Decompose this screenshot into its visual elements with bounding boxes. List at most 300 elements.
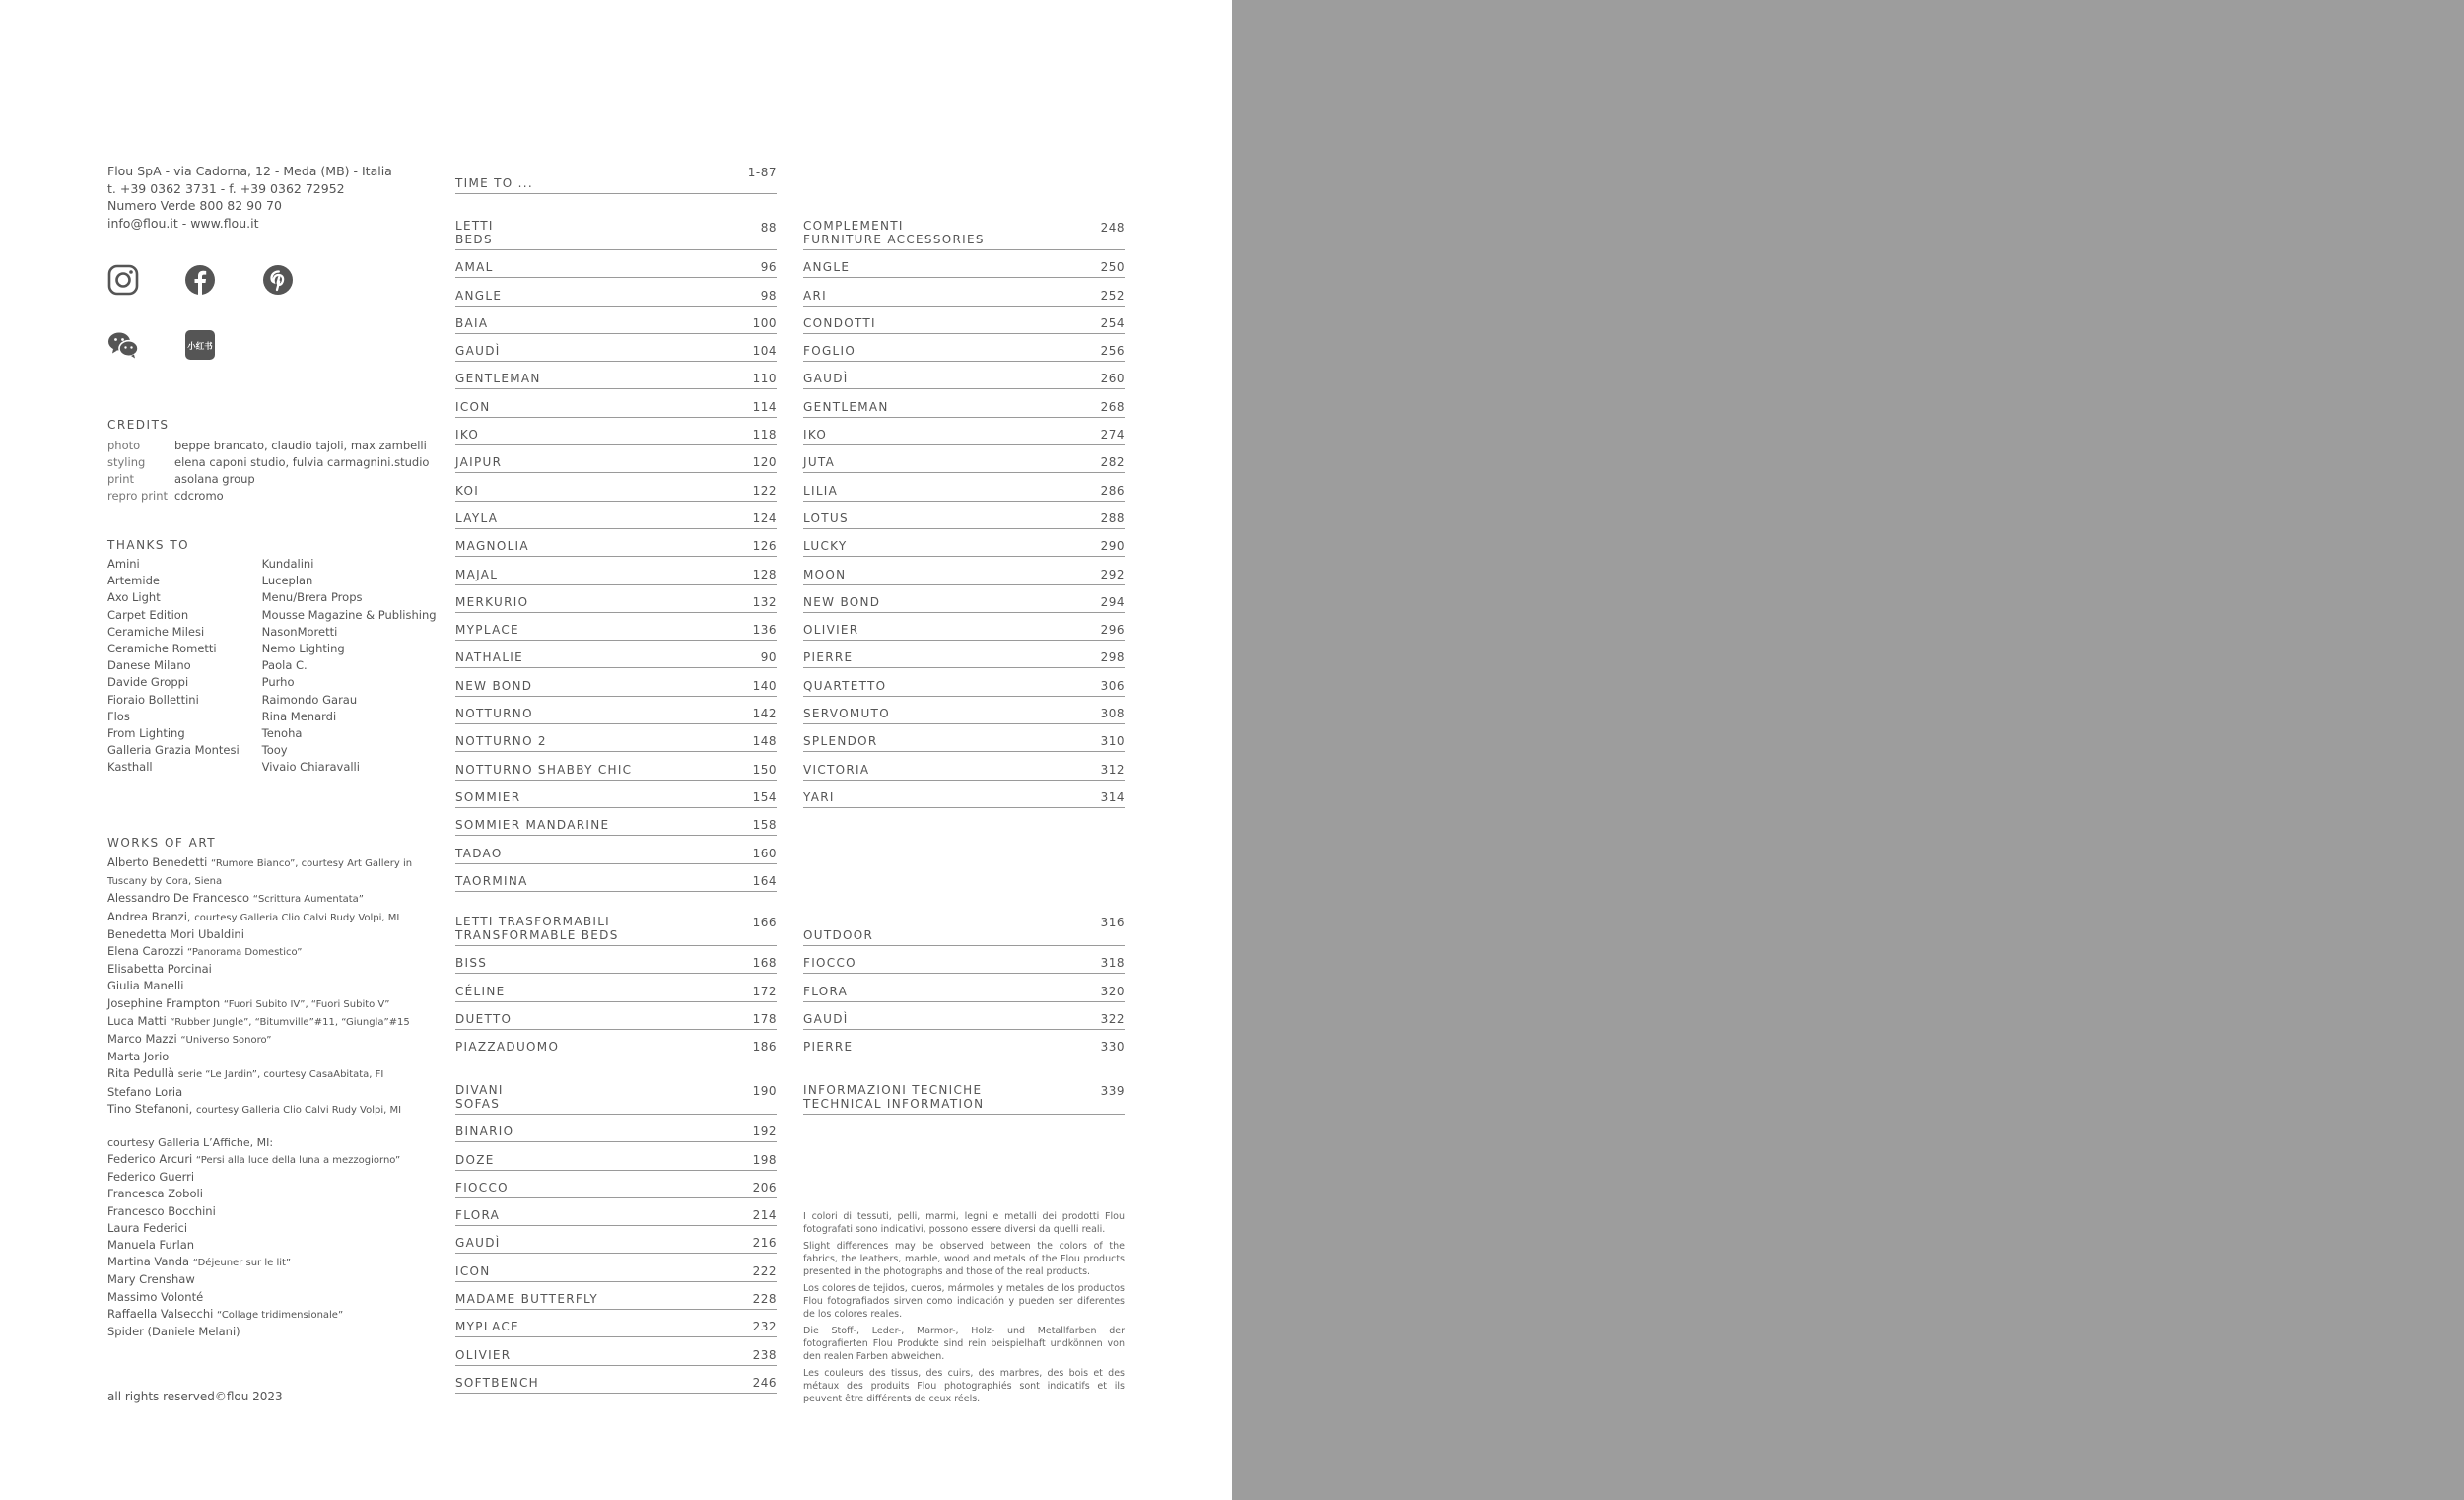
toc-label: YARI xyxy=(803,789,835,804)
thanks-column-1 xyxy=(107,556,262,777)
artwork-credit xyxy=(107,1031,433,1049)
artwork-credit xyxy=(107,1186,433,1202)
toc-page-number: 120 xyxy=(752,455,777,470)
toc-label: GAUDÌ xyxy=(455,344,501,359)
thanks-name: Paola C. xyxy=(261,658,308,673)
toc-page-number: 104 xyxy=(752,344,777,359)
disclaimer-paragraph: Los colores de tejidos, cueros, mármoles y metales de los productos Flou fotografiados sirven como indicación y pueden ser diferentes de los colores reales. xyxy=(803,1283,1125,1320)
artwork-credit xyxy=(107,909,433,926)
toc-entry xyxy=(455,613,777,641)
toc-label: TADAO xyxy=(455,846,503,860)
toc-page-number: 292 xyxy=(1100,567,1125,581)
toc-label: INFORMAZIONI TECNICHE TECHNICAL INFORMATION xyxy=(803,1083,985,1111)
toc-entry xyxy=(455,641,777,668)
artist-name: Laura Federici xyxy=(107,1220,188,1235)
toc-label: ICON xyxy=(455,1263,491,1278)
thanks-name: Flos xyxy=(107,709,130,723)
toc-entry xyxy=(455,473,777,501)
toc-label: LOTUS xyxy=(803,511,849,525)
toc-entry xyxy=(803,529,1125,557)
toc-entry xyxy=(455,390,777,418)
toc-page-number: 98 xyxy=(760,288,777,303)
credit-value: asolana group xyxy=(174,472,255,486)
artist-name: Elena Carozzi xyxy=(107,944,184,959)
toc-page-number: 288 xyxy=(1100,511,1125,525)
works-list-courtesy xyxy=(107,1151,433,1340)
artist-name: Rita Pedullà xyxy=(107,1066,175,1081)
toc-entry xyxy=(455,307,777,334)
contact-line: Numero Verde 800 82 90 70 xyxy=(107,198,282,213)
toc-page-number: 314 xyxy=(1100,789,1125,804)
toc-entry xyxy=(455,1171,777,1198)
toc-entry xyxy=(455,1337,777,1365)
toc-label: SOMMIER xyxy=(455,789,521,804)
toc-label: GAUDÌ xyxy=(803,372,849,386)
artwork-note: “Rubber Jungle”, “Bitumville”#11, “Giungla”#15 xyxy=(170,1016,410,1028)
toc-entry xyxy=(455,974,777,1001)
contact-block xyxy=(107,163,443,232)
toc-entry xyxy=(803,697,1125,724)
credit-role: styling xyxy=(107,455,146,469)
toc-label: DOZE xyxy=(455,1152,495,1167)
toc-page-number: 254 xyxy=(1100,315,1125,330)
artwork-note: “Persi alla luce della luna a mezzogiorno” xyxy=(195,1155,401,1167)
toc-entry xyxy=(803,1030,1125,1057)
thanks-name: Mousse Magazine & Publishing xyxy=(261,607,437,622)
toc-page-number: 186 xyxy=(752,1040,777,1055)
thanks-name: Galleria Grazia Montesi xyxy=(107,743,240,758)
artwork-credit xyxy=(107,1065,433,1083)
toc-label: OLIVIER xyxy=(455,1347,512,1362)
credit-row xyxy=(107,454,443,471)
toc-page-number: 246 xyxy=(752,1375,777,1390)
toc-page-number: 318 xyxy=(1100,956,1125,971)
toc-page-number: 339 xyxy=(1100,1084,1125,1098)
toc-label: QUARTETTO xyxy=(803,678,887,693)
toc-label: SOMMIER MANDARINE xyxy=(455,818,610,833)
toc-entry xyxy=(803,1002,1125,1030)
artwork-credit xyxy=(107,1151,433,1169)
toc-page-number: 268 xyxy=(1100,399,1125,414)
toc-page-number: 316 xyxy=(1100,916,1125,929)
toc-label: BINARIO xyxy=(455,1125,514,1139)
toc-label: FOGLIO xyxy=(803,344,856,359)
artist-name: Tino Stefanoni, xyxy=(107,1101,193,1116)
thanks-name: Luceplan xyxy=(261,574,313,588)
toc-label: MOON xyxy=(803,567,847,581)
toc-label: CÉLINE xyxy=(455,984,506,998)
toc-label: LILIA xyxy=(803,483,839,498)
thanks-name: Nemo Lighting xyxy=(261,642,345,656)
toc-label: IKO xyxy=(455,428,480,443)
toc-entry xyxy=(455,1142,777,1170)
toc-entry xyxy=(803,390,1125,418)
artwork-credit xyxy=(107,1220,433,1237)
toc-page-number: 140 xyxy=(752,678,777,693)
copyright-text: all rights reserved©flou 2023 xyxy=(107,1390,283,1403)
toc-label: ANGLE xyxy=(455,288,503,303)
toc-entry xyxy=(803,752,1125,780)
thanks-heading: THANKS TO xyxy=(107,538,190,552)
toc-section xyxy=(455,912,777,946)
toc-label: DIVANI SOFAS xyxy=(455,1083,504,1111)
toc-entry xyxy=(455,1030,777,1057)
toc-page-number: 232 xyxy=(752,1320,777,1334)
toc-page-number: 90 xyxy=(760,650,777,665)
toc-label: BAIA xyxy=(455,315,489,330)
toc-entry xyxy=(803,724,1125,752)
toc-page-number: 286 xyxy=(1100,483,1125,498)
artwork-credit xyxy=(107,1306,433,1324)
contact-line: Flou SpA - via Cadorna, 12 - Meda (MB) - Italia xyxy=(107,164,392,178)
xiaohongshu-icon[interactable] xyxy=(184,329,216,361)
toc-entry xyxy=(803,250,1125,278)
toc-entry xyxy=(455,808,777,836)
artist-name: Elisabetta Porcinai xyxy=(107,962,212,977)
toc-page-number: 298 xyxy=(1100,650,1125,665)
toc-section xyxy=(803,912,1125,946)
thanks-name: Ceramiche Milesi xyxy=(107,624,205,639)
credit-role: repro print xyxy=(107,489,169,503)
credit-value: beppe brancato, claudio tajoli, max zambelli xyxy=(174,439,427,452)
toc-label: MAGNOLIA xyxy=(455,539,529,554)
toc-label: ANGLE xyxy=(803,260,851,275)
toc-page-number: 260 xyxy=(1100,372,1125,386)
toc-entry xyxy=(803,946,1125,974)
toc-label: MYPLACE xyxy=(455,1320,519,1334)
toc-page-number: 250 xyxy=(1100,260,1125,275)
thanks-name: Fioraio Bollettini xyxy=(107,692,199,707)
disclaimer-paragraph: Die Stoff-, Leder-, Marmor-, Holz- und Metallfarben der fotografierten Flou Produkte sind rein beispielhaft undkönnen von den realen Farben abweichen. xyxy=(803,1326,1125,1362)
toc-label: PIAZZADUOMO xyxy=(455,1040,560,1055)
artwork-note: “Déjeuner sur le lit” xyxy=(192,1258,292,1269)
thanks-section xyxy=(107,538,452,777)
artwork-note: “Collage tridimensionale” xyxy=(217,1309,344,1321)
toc-entry xyxy=(455,697,777,724)
toc-page-number: 172 xyxy=(752,984,777,998)
pinterest-icon[interactable] xyxy=(262,264,294,296)
toc-label: NOTTURNO SHABBY CHIC xyxy=(455,762,633,777)
toc-label: TAORMINA xyxy=(455,873,528,888)
thanks-name: Tenoha xyxy=(261,726,303,741)
toc-label: TIME TO ... xyxy=(455,175,533,190)
wechat-icon[interactable] xyxy=(107,329,139,361)
toc-label: JAIPUR xyxy=(455,455,503,470)
artist-name: Marta Jorio xyxy=(107,1050,170,1064)
toc-entry xyxy=(455,1310,777,1337)
toc-entry xyxy=(803,307,1125,334)
artwork-credit xyxy=(107,943,433,961)
toc-page-number: 164 xyxy=(752,873,777,888)
toc-page-number: 192 xyxy=(752,1125,777,1139)
toc-section xyxy=(455,162,777,194)
toc-page-number: 256 xyxy=(1100,344,1125,359)
artist-name: Raffaella Valsecchi xyxy=(107,1306,214,1321)
toc-page-number: 132 xyxy=(752,594,777,609)
thanks-name: Danese Milano xyxy=(107,658,191,673)
artwork-credit xyxy=(107,1289,433,1306)
toc-page-number: 128 xyxy=(752,567,777,581)
credit-row xyxy=(107,488,443,505)
toc-label: MAJAL xyxy=(455,567,499,581)
toc-page-number: 136 xyxy=(752,623,777,638)
toc-label: FLORA xyxy=(455,1208,501,1223)
toc-page-number: 296 xyxy=(1100,623,1125,638)
artwork-credit xyxy=(107,1101,433,1119)
contact-line: info@flou.it - www.flou.it xyxy=(107,215,259,231)
artwork-credit xyxy=(107,926,433,943)
toc-label: FLORA xyxy=(803,984,849,998)
toc-page-number: 100 xyxy=(752,315,777,330)
toc-page-number: 214 xyxy=(752,1208,777,1223)
artist-name: Marco Mazzi xyxy=(107,1032,177,1047)
toc-entry xyxy=(455,669,777,697)
toc-page-number: 148 xyxy=(752,734,777,749)
toc-page-number: 322 xyxy=(1100,1011,1125,1026)
toc-entry xyxy=(455,502,777,529)
artwork-credit xyxy=(107,854,433,890)
toc-page-number: 216 xyxy=(752,1236,777,1251)
artwork-note: courtesy Galleria Clio Calvi Rudy Volpi, MI xyxy=(195,1104,402,1116)
thanks-name: Amini xyxy=(107,557,140,571)
toc-label: LAYLA xyxy=(455,511,499,525)
toc-entry xyxy=(455,1115,777,1142)
toc-label: PIERRE xyxy=(803,650,854,665)
toc-page-number: 228 xyxy=(752,1292,777,1307)
social-icons xyxy=(107,264,324,363)
credit-role: print xyxy=(107,472,135,486)
artwork-credit xyxy=(107,1237,433,1254)
toc-label: MADAME BUTTERFLY xyxy=(455,1292,599,1307)
thanks-name: Artemide xyxy=(107,574,160,588)
artwork-credit xyxy=(107,1254,433,1271)
toc-page-number: 114 xyxy=(752,399,777,414)
credit-value: cdcromo xyxy=(174,489,224,503)
toc-page-number: 320 xyxy=(1100,984,1125,998)
toc-page-number: 294 xyxy=(1100,594,1125,609)
artist-name: Alberto Benedetti xyxy=(107,855,208,869)
artwork-credit xyxy=(107,1203,433,1220)
toc-entry xyxy=(803,669,1125,697)
artist-name: Josephine Frampton xyxy=(107,995,221,1010)
toc-entry xyxy=(455,724,777,752)
instagram-icon[interactable] xyxy=(107,264,139,296)
toc-page-number: 198 xyxy=(752,1152,777,1167)
toc-page-number: 312 xyxy=(1100,762,1125,777)
artwork-note: “Scrittura Aumentata” xyxy=(252,894,364,906)
credits-list xyxy=(107,438,443,505)
toc-label: NOTTURNO xyxy=(455,707,533,721)
toc-entry xyxy=(455,529,777,557)
toc-entry xyxy=(803,418,1125,445)
artist-name: Benedetta Mori Ubaldini xyxy=(107,926,244,941)
artwork-credit xyxy=(107,1013,433,1031)
disclaimer-paragraph: Les couleurs des tissus, des cuirs, des marbres, des bois et des métaux des produits Flou photographiés sont indicatifs et ils peuvent être différents de ceux réels. xyxy=(803,1368,1125,1404)
toc-page-number: 248 xyxy=(1100,221,1125,235)
toc-page-number: 308 xyxy=(1100,707,1125,721)
artwork-credit xyxy=(107,1049,433,1065)
thanks-name: Davide Groppi xyxy=(107,675,189,690)
toc-label: IKO xyxy=(803,428,828,443)
credits-heading: CREDITS xyxy=(107,418,170,432)
toc-entry xyxy=(455,752,777,780)
thanks-name: NasonMoretti xyxy=(261,624,338,639)
toc-label: GAUDÌ xyxy=(803,1011,849,1026)
thanks-name: Menu/Brera Props xyxy=(261,590,363,605)
toc-entry xyxy=(455,445,777,473)
thanks-name: From Lighting xyxy=(107,726,185,741)
toc-label: GAUDÌ xyxy=(455,1236,501,1251)
artist-name: Massimo Volonté xyxy=(107,1289,204,1304)
toc-page-number: 330 xyxy=(1100,1040,1125,1055)
toc-entry xyxy=(455,278,777,306)
credit-value: elena caponi studio, fulvia carmagnini.studio xyxy=(174,455,430,469)
toc-entry xyxy=(803,473,1125,501)
toc-entry xyxy=(803,641,1125,668)
toc-section xyxy=(455,217,777,250)
toc-page-number: 168 xyxy=(752,956,777,971)
artist-name: Stefano Loria xyxy=(107,1084,183,1099)
artist-name: Federico Arcuri xyxy=(107,1152,193,1167)
thanks-name: Raimondo Garau xyxy=(261,692,358,707)
toc-label: ICON xyxy=(455,399,491,414)
toc-entry xyxy=(455,864,777,892)
works-courtesy: courtesy Galleria L’Affiche, MI: xyxy=(107,1136,274,1150)
blank-facing-page xyxy=(1232,0,2464,1500)
toc-section xyxy=(455,1080,777,1115)
toc-entry xyxy=(803,585,1125,613)
artist-name: Spider (Daniele Melani) xyxy=(107,1325,240,1339)
artist-name: Federico Guerri xyxy=(107,1170,195,1185)
toc-page-number: 118 xyxy=(752,428,777,443)
toc-label: FIOCCO xyxy=(455,1180,509,1194)
toc-entry xyxy=(803,502,1125,529)
thanks-column-2 xyxy=(262,556,452,777)
toc-page-number: 166 xyxy=(752,916,777,929)
toc-page-number: 1-87 xyxy=(747,166,777,179)
disclaimer-paragraph: Slight differences may be observed between the colors of the fabrics, the leathers, marble, wood and metals of the Flou products presented in the photographs and those of the real products. xyxy=(803,1241,1125,1277)
toc-entry xyxy=(455,1002,777,1030)
artwork-note: “Fuori Subito IV”, “Fuori Subito V” xyxy=(223,998,390,1010)
toc-entry xyxy=(455,334,777,362)
toc-label: LETTI BEDS xyxy=(455,219,494,246)
works-heading: WORKS OF ART xyxy=(107,836,217,850)
artist-name: Francesca Zoboli xyxy=(107,1187,203,1201)
toc-entry xyxy=(455,1198,777,1226)
artwork-credit xyxy=(107,1169,433,1186)
toc-page-number: 306 xyxy=(1100,678,1125,693)
toc-label: JUTA xyxy=(803,455,836,470)
artist-name: Alessandro De Francesco xyxy=(107,891,250,906)
artist-name: Andrea Branzi, xyxy=(107,909,191,923)
toc-entry xyxy=(803,557,1125,584)
toc-page-number: 310 xyxy=(1100,734,1125,749)
toc-label: MYPLACE xyxy=(455,623,519,638)
toc-label: PIERRE xyxy=(803,1040,854,1055)
toc-entry xyxy=(803,445,1125,473)
toc-entry xyxy=(455,1366,777,1394)
toc-page-number: 190 xyxy=(752,1084,777,1098)
thanks-name: Carpet Edition xyxy=(107,607,189,622)
thanks-name: Tooy xyxy=(261,743,288,758)
toc-page-number: 142 xyxy=(752,707,777,721)
toc-entry xyxy=(455,1255,777,1282)
toc-entry xyxy=(803,334,1125,362)
toc-page-number: 158 xyxy=(752,818,777,833)
thanks-name: Ceramiche Rometti xyxy=(107,642,217,656)
artwork-credit xyxy=(107,978,433,994)
toc-entry xyxy=(455,1226,777,1254)
toc-label: MERKURIO xyxy=(455,594,529,609)
artist-name: Mary Crenshaw xyxy=(107,1272,195,1287)
toc-page-number: 150 xyxy=(752,762,777,777)
toc-label: BISS xyxy=(455,956,488,971)
toc-label: CONDOTTI xyxy=(803,315,876,330)
color-disclaimer xyxy=(803,1210,1125,1409)
toc-section xyxy=(803,217,1125,250)
disclaimer-paragraph: I colori di tessuti, pelli, marmi, legni e metalli dei prodotti Flou fotografati sono indicativi, possono essere diversi da quelli reali. xyxy=(803,1211,1125,1235)
artist-name: Luca Matti xyxy=(107,1013,167,1028)
thanks-name: Vivaio Chiaravalli xyxy=(261,760,360,775)
toc-label: VICTORIA xyxy=(803,762,870,777)
thanks-name: Kasthall xyxy=(107,760,153,775)
toc-label: OLIVIER xyxy=(803,623,859,638)
thanks-name: Axo Light xyxy=(107,590,161,605)
toc-page-number: 282 xyxy=(1100,455,1125,470)
toc-entry xyxy=(455,781,777,808)
toc-label: SPLENDOR xyxy=(803,734,878,749)
artwork-note: “Panorama Domestico” xyxy=(187,947,303,959)
toc-entry xyxy=(455,250,777,278)
toc-page-number: 126 xyxy=(752,539,777,554)
toc-label: NEW BOND xyxy=(803,594,881,609)
artwork-note: “Universo Sonoro” xyxy=(180,1035,272,1047)
contact-line: t. +39 0362 3731 - f. +39 0362 72952 xyxy=(107,180,345,196)
facebook-icon[interactable] xyxy=(184,264,216,296)
toc-entry xyxy=(803,613,1125,641)
toc-label: LUCKY xyxy=(803,539,848,554)
toc-label: GENTLEMAN xyxy=(803,399,889,414)
toc-entry xyxy=(803,781,1125,808)
toc-label: AMAL xyxy=(455,260,494,275)
artwork-credit xyxy=(107,995,433,1013)
xiaohongshu-logo-text: 小红书 xyxy=(187,342,213,352)
toc-page-number: 290 xyxy=(1100,539,1125,554)
toc-page-number: 154 xyxy=(752,789,777,804)
toc-page-number: 110 xyxy=(752,372,777,386)
toc-page-number: 238 xyxy=(752,1347,777,1362)
artist-name: Giulia Manelli xyxy=(107,979,184,993)
toc-page-number: 122 xyxy=(752,483,777,498)
toc-page-number: 88 xyxy=(760,221,777,235)
toc-page-number: 252 xyxy=(1100,288,1125,303)
thanks-name: Kundalini xyxy=(261,557,314,571)
works-of-art-section xyxy=(107,836,433,1340)
artwork-note: courtesy Galleria Clio Calvi Rudy Volpi, MI xyxy=(194,912,400,923)
toc-label: DUETTO xyxy=(455,1011,513,1026)
artwork-credit xyxy=(107,1324,433,1340)
toc-page-number: 124 xyxy=(752,511,777,525)
artwork-credit xyxy=(107,1084,433,1101)
toc-entry xyxy=(455,946,777,974)
toc-label: GENTLEMAN xyxy=(455,372,541,386)
toc-page-number: 178 xyxy=(752,1011,777,1026)
toc-entry xyxy=(803,362,1125,389)
credit-row xyxy=(107,471,443,488)
toc-entry xyxy=(455,836,777,863)
toc-label: LETTI TRASFORMABILI TRANSFORMABLE BEDS xyxy=(455,915,619,942)
credits-section xyxy=(107,418,443,505)
